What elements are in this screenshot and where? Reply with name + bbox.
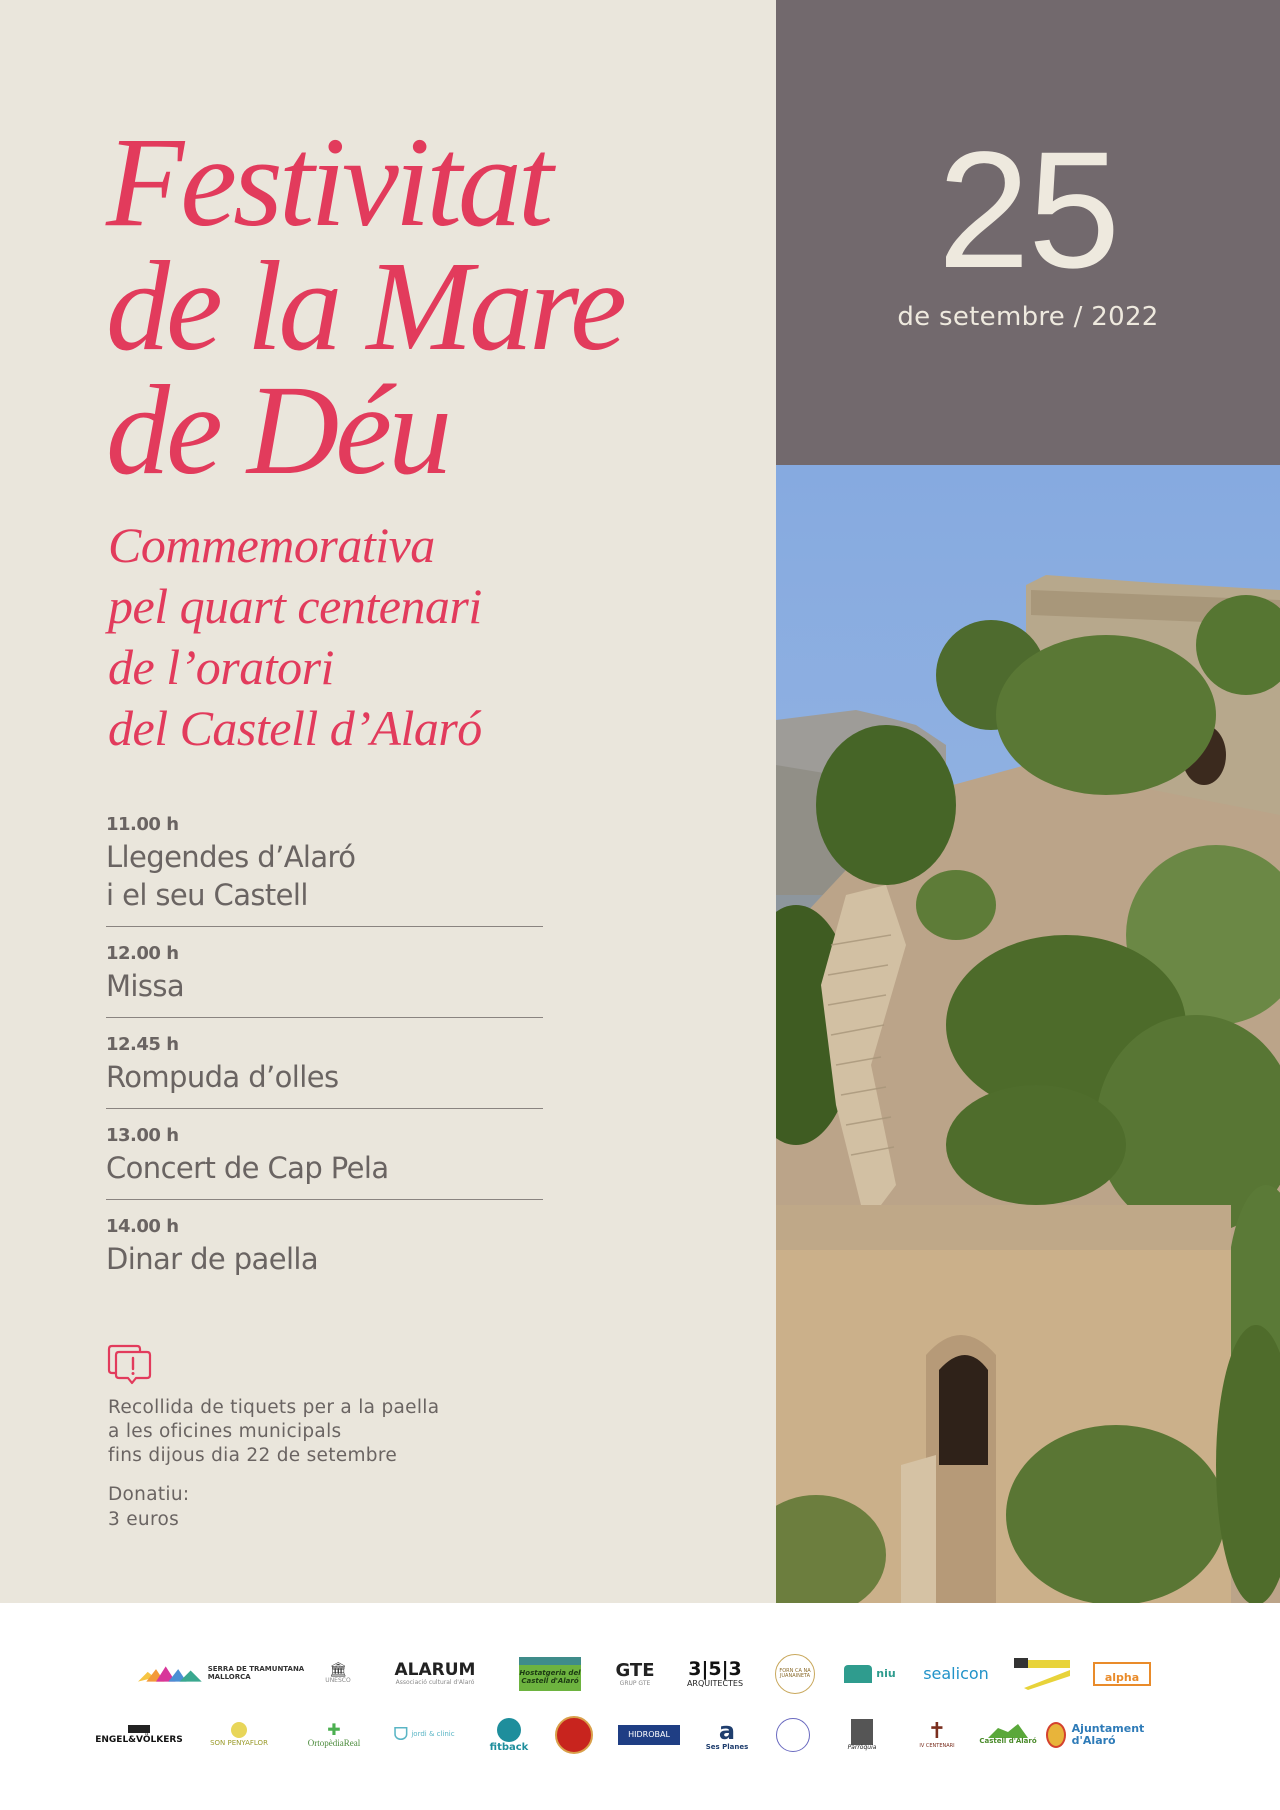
date-month-year: de setembre / 2022 [897, 302, 1159, 332]
house-icon [128, 1725, 150, 1733]
sponsor-logo-parroquia [826, 1719, 898, 1752]
event-title [106, 111, 756, 501]
sponsor-logo-niu-obres [830, 1665, 910, 1683]
hill-icon [988, 1724, 1028, 1738]
sponsor-logo-forn-juanaineta [760, 1654, 830, 1694]
sponsor-label: niu [876, 1666, 896, 1680]
sponsor-label: 3|5|3 [688, 1658, 742, 1681]
title-line: de la Mare [106, 235, 623, 377]
sponsor-row-1 [0, 1649, 1280, 1699]
sponsor-logo-serra-tramuntana [138, 1661, 306, 1687]
title-line: Festivitat [106, 111, 550, 253]
event-time: 14.00 h [106, 1216, 179, 1237]
ruler-logo-icon [1014, 1658, 1070, 1690]
sponsor-sublabel: GRUP GTE [619, 1679, 651, 1687]
red-seal-icon [555, 1716, 593, 1754]
title-line: de Déu [106, 359, 449, 501]
sponsor-label: Castell d'Alaró [979, 1737, 1037, 1746]
mountains-logo-icon [138, 1661, 202, 1687]
schedule-item [106, 812, 543, 927]
sponsor-label: ALARUM [394, 1660, 476, 1681]
sponsor-logo-sealicon [910, 1665, 1002, 1683]
event-time: 11.00 h [106, 814, 179, 835]
ses-planes-a-icon: a [718, 1716, 736, 1745]
tooth-icon: ᗜ [393, 1724, 409, 1746]
sponsor-logo-metalliques [1002, 1658, 1082, 1690]
sponsor-label: IV CENTENARI [919, 1743, 955, 1750]
sponsor-logo-parish-seal [760, 1718, 826, 1752]
sponsor-logo-son-penyaflor [184, 1722, 294, 1748]
event-name: Concert de Cap Pela [106, 1151, 389, 1185]
sponsor-label: OrtopèdiaReal [307, 1737, 361, 1748]
sponsor-label: jordi & clinic [411, 1730, 455, 1739]
sponsor-logo-gte [600, 1661, 670, 1687]
sponsor-logo-hidrobal [604, 1725, 694, 1745]
niu-mark-icon [844, 1665, 872, 1683]
schedule-list [106, 812, 543, 1304]
fitback-circle-icon [497, 1718, 521, 1742]
sponsor-label: Hostatgeria del Castell d'Alaró [519, 1657, 581, 1691]
date-day: 25 [937, 118, 1119, 303]
sponsor-label: HIDROBAL [618, 1725, 680, 1745]
sponsor-sublabel: Associació cultural d'Alaró [395, 1679, 475, 1687]
donation-label: Donatiu: [108, 1484, 190, 1505]
sponsor-logo-ses-planes [694, 1718, 760, 1752]
sponsor-label: UNESCO [325, 1677, 351, 1685]
schedule-item [106, 1214, 543, 1290]
sponsor-label: SON PENYAFLOR [210, 1739, 268, 1748]
sponsor-label: alpha [1093, 1662, 1151, 1686]
date-panel [776, 0, 1280, 465]
sponsor-logo-fitback [474, 1718, 544, 1753]
sponsor-label: fitback [489, 1741, 529, 1753]
sponsor-label: Parròquia [847, 1743, 877, 1751]
sponsor-logo-unesco [306, 1663, 370, 1685]
sponsor-logo-hostatgeria [500, 1657, 600, 1691]
sponsor-label: sealicon [923, 1664, 989, 1684]
cross-icon: ✚ [327, 1720, 341, 1740]
sponsor-sublabel: JUANAINETA [779, 1673, 811, 1679]
subtitle-line: del Castell d’Alaró [108, 700, 482, 756]
notice-line: a les oficines municipals [108, 1421, 342, 1442]
event-name: Llegendes d’Alaró [106, 840, 356, 874]
sponsor-sublabel: d'Alaró [1071, 1734, 1116, 1747]
sponsor-label: Ses Planes [705, 1743, 749, 1752]
event-time: 12.00 h [106, 943, 179, 964]
sponsor-logo-alarum [370, 1661, 500, 1686]
sponsor-logo-engel-volkers [94, 1725, 184, 1746]
ticket-notice [108, 1396, 608, 1468]
donation-info [108, 1482, 408, 1532]
notice-line: fins dijous dia 22 de setembre [108, 1445, 398, 1466]
event-name: Missa [106, 969, 185, 1003]
schedule-item [106, 1032, 543, 1109]
event-time: 12.45 h [106, 1034, 179, 1055]
event-subtitle [108, 515, 758, 759]
subtitle-line: pel quart centenari [108, 578, 482, 634]
event-name: Rompuda d’olles [106, 1060, 339, 1094]
emblem-icon [231, 1722, 247, 1738]
sponsor-logo-alpha [1082, 1662, 1162, 1686]
round-seal-icon [776, 1718, 810, 1752]
castle-photo-illustration [776, 465, 1280, 1603]
sponsor-footer [0, 1603, 1280, 1810]
coat-of-arms-icon [1046, 1722, 1066, 1748]
sponsor-logo-castell-alaro [976, 1724, 1040, 1746]
sponsor-logo-iv-centenari [898, 1720, 976, 1750]
castle-photo [776, 465, 1280, 1603]
event-name: Dinar de paella [106, 1242, 319, 1276]
notice-line: Recollida de tiquets per a la paella [108, 1397, 440, 1418]
donation-value: 3 euros [108, 1509, 180, 1530]
event-name: i el seu Castell [106, 878, 308, 912]
sponsor-sublabel: ARQUITECTES [686, 1679, 744, 1689]
sponsor-logo-353-arquitectes [670, 1659, 760, 1689]
sponsor-logo-dental [374, 1725, 474, 1745]
sponsor-label: GTE [615, 1659, 655, 1681]
sponsor-logo-ortopedia-real [294, 1721, 374, 1748]
sponsor-logo-red-seal [544, 1716, 604, 1754]
schedule-item [106, 941, 543, 1018]
sponsor-label: Ajuntament [1071, 1721, 1145, 1735]
event-time: 13.00 h [106, 1125, 179, 1146]
subtitle-line: Commemorativa [108, 517, 435, 573]
sponsor-label: SERRA DE TRAMUNTANA MALLORCA [207, 1665, 305, 1681]
subtitle-line: de l’oratori [108, 639, 334, 695]
sponsor-label: FORN CA NA [779, 1667, 811, 1674]
unesco-temple-icon: 🏛 [329, 1662, 347, 1678]
sponsor-logo-ajuntament-alaro [1040, 1722, 1150, 1748]
church-icon [851, 1719, 873, 1745]
schedule-item [106, 1123, 543, 1200]
sponsor-label: ENGEL&VÖLKERS [95, 1734, 183, 1745]
cross-icon: ✝ [927, 1719, 947, 1745]
sponsor-row-2 [0, 1705, 1280, 1765]
chat-alert-icon [107, 1343, 153, 1387]
